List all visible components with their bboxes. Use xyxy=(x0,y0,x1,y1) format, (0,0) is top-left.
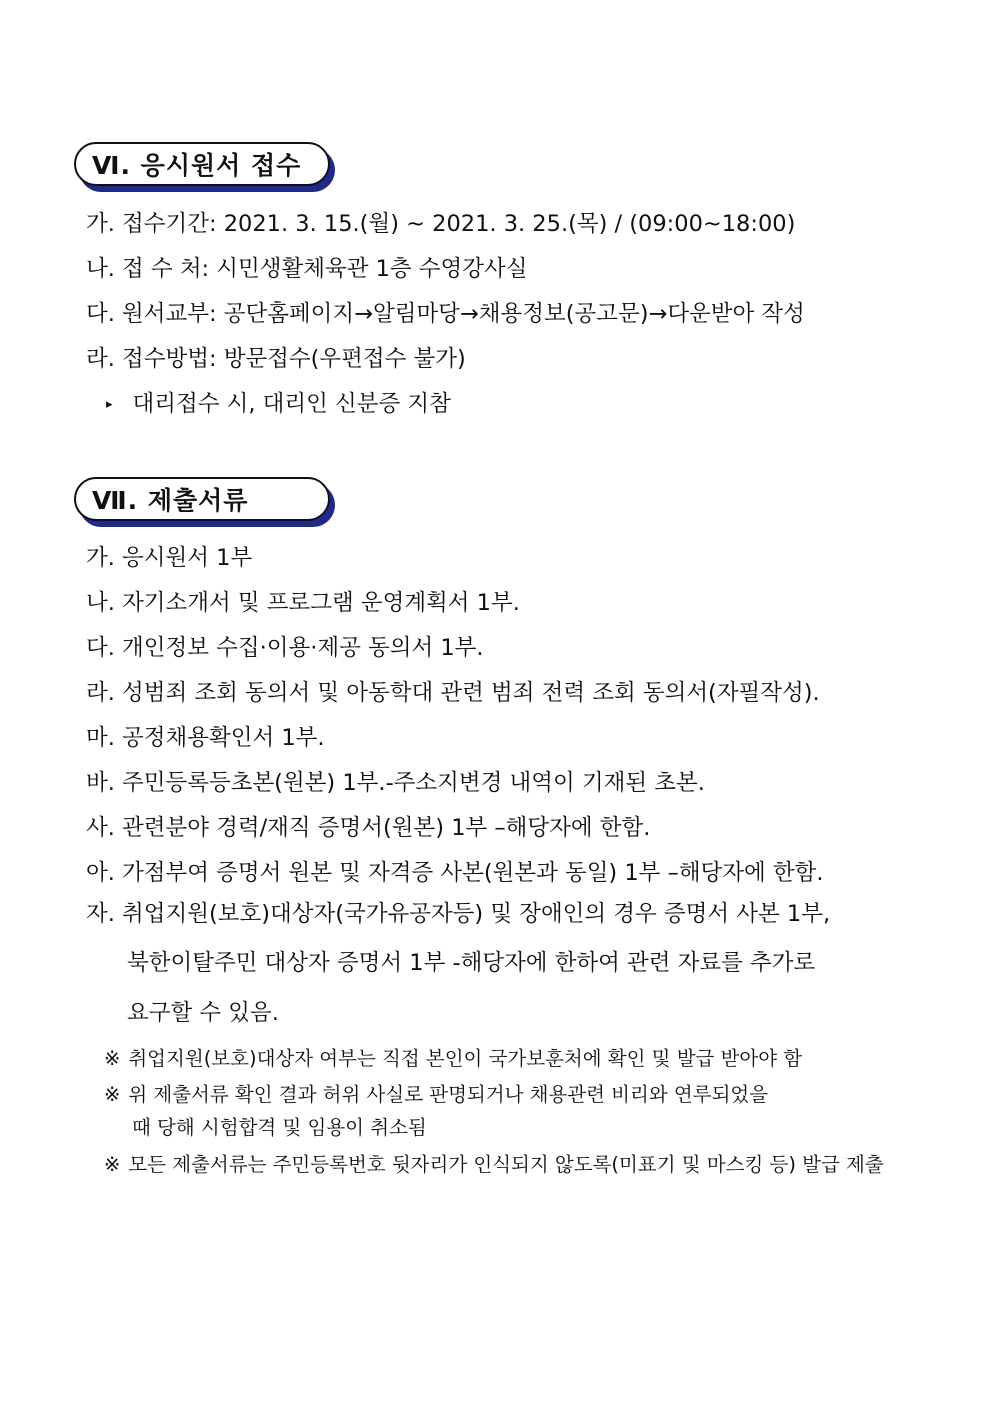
section7-header xyxy=(74,477,330,521)
section7-item-da: 다. 개인정보 수집·이용·제공 동의서 1부. xyxy=(86,635,484,661)
section6-item-form-distribution: 다. 원서교부: 공단홈페이지→알림마당→채용정보(공고문)→다운받아 작성 xyxy=(86,301,805,327)
section6-bullet-text: 대리접수 시, 대리인 신분증 지참 xyxy=(132,391,451,417)
section7-item-a: 아. 가점부여 증명서 원본 및 자격증 사본(원본과 동일) 1부 –해당자에 한함. xyxy=(86,860,824,886)
section7-item-na: 나. 자기소개서 및 프로그램 운영계획서 1부. xyxy=(86,590,520,616)
section7-item-ra: 라. 성범죄 조회 동의서 및 아동학대 관련 범죄 전력 조회 동의서(자필작성). xyxy=(86,680,820,706)
section7-item-ja-cont2: 요구할 수 있음. xyxy=(127,1000,279,1026)
section6-title: Ⅵ. 응시원서 접수 xyxy=(74,142,330,186)
note-2-text: 위 제출서류 확인 결과 허위 사실로 판명되거나 채용관련 비리와 연루되었을 xyxy=(128,1083,769,1106)
note-2-cont: 때 당해 시험합격 및 임용이 취소됨 xyxy=(132,1116,427,1139)
section7-item-sa: 사. 관련분야 경력/재직 증명서(원본) 1부 –해당자에 한함. xyxy=(86,815,651,841)
section6-item-location: 나. 접 수 처: 시민생활체육관 1층 수영강사실 xyxy=(86,256,528,282)
section7-item-ba: 바. 주민등록등초본(원본) 1부.-주소지변경 내역이 기재된 초본. xyxy=(86,770,705,796)
section7-title: Ⅶ. 제출서류 xyxy=(74,477,330,521)
section7-item-ma: 마. 공정채용확인서 1부. xyxy=(86,725,325,751)
section6-item-application-period: 가. 접수기간: 2021. 3. 15.(월) ~ 2021. 3. 25.(목) / (09:00~18:00) xyxy=(86,211,796,237)
note-2 xyxy=(104,1082,768,1108)
section6-bullet xyxy=(106,389,451,423)
section7-item-ja-cont1: 북한이탈주민 대상자 증명서 1부 -해당자에 한하여 관련 자료를 추가로 xyxy=(127,950,816,976)
section7-item-ja: 자. 취업지원(보호)대상자(국가유공자등) 및 장애인의 경우 증명서 사본 1부, xyxy=(86,901,831,927)
section7-item-ga: 가. 응시원서 1부 xyxy=(86,545,253,571)
section6-header xyxy=(74,142,330,186)
note-1 xyxy=(104,1046,802,1072)
section6-item-method: 라. 접수방법: 방문접수(우편접수 불가) xyxy=(86,346,466,372)
reference-mark-icon: ※ xyxy=(104,1083,121,1106)
note-3-text: 모든 제출서류는 주민등록번호 뒷자리가 인식되지 않도록(미표기 및 마스킹 등) 발급 제출 xyxy=(128,1153,884,1176)
bullet-triangle-icon: ▸ xyxy=(106,397,113,412)
note-1-text: 취업지원(보호)대상자 여부는 직접 본인이 국가보훈처에 확인 및 발급 받아야 함 xyxy=(128,1047,803,1070)
reference-mark-icon: ※ xyxy=(104,1153,121,1176)
note-3 xyxy=(104,1152,884,1178)
reference-mark-icon: ※ xyxy=(104,1047,121,1070)
